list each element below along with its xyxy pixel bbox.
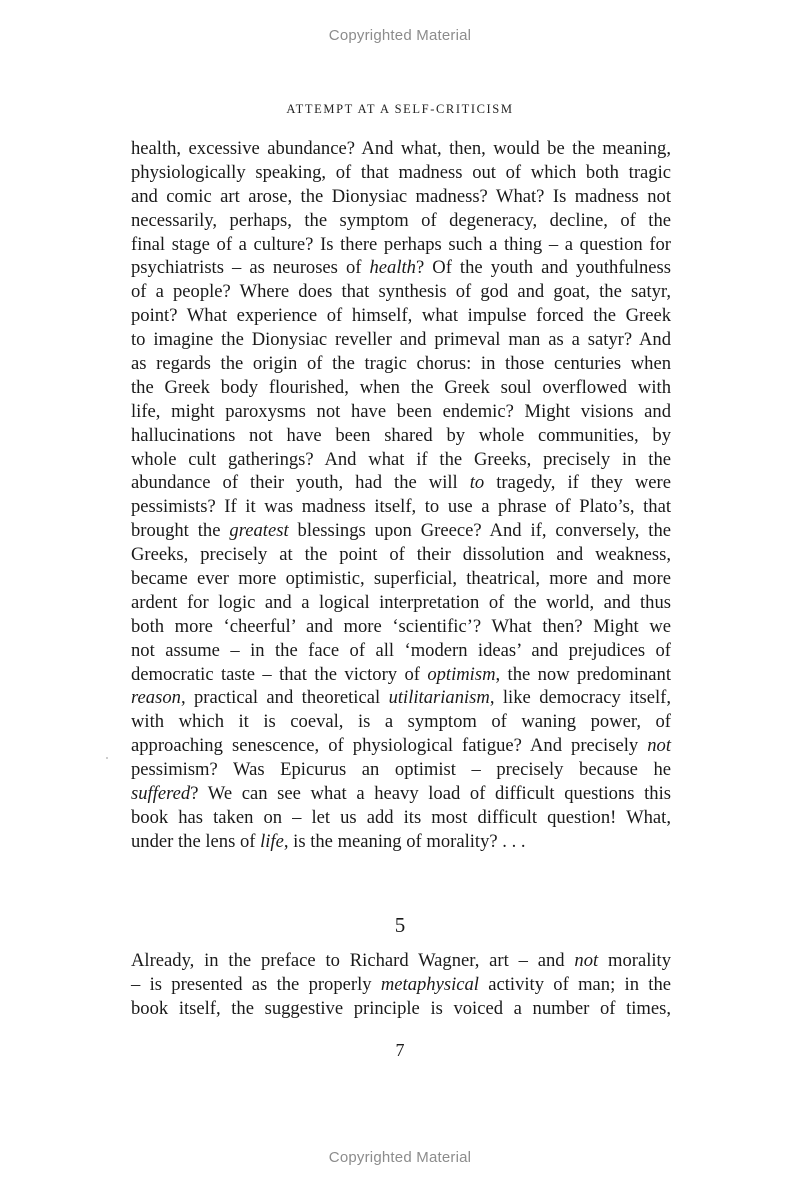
italic-run: suffered (131, 783, 191, 805)
text-line (131, 567, 671, 591)
text-run: , practical and theoretical (180, 687, 389, 709)
text-run: morality (598, 950, 671, 971)
text-run: necessarily, perhaps, the symptom of degeneracy, decline, of the (131, 209, 671, 231)
text-line (131, 949, 671, 973)
text-run: tragedy, if they were (484, 472, 671, 494)
text-line (131, 328, 671, 352)
text-run: of a people? Where does that synthesis of god and goat, the satyr, (131, 281, 671, 303)
text-line (131, 686, 671, 710)
text-line (131, 280, 671, 304)
text-run: final stage of a culture? Is there perhaps such a thing – a question for (131, 233, 671, 255)
text-line (131, 376, 671, 400)
text-line (131, 471, 671, 495)
italic-run: utilitarianism (388, 687, 490, 709)
text-line (131, 424, 671, 448)
text-run: activity of man; in the (478, 973, 672, 995)
text-run: abundance of their youth, had the will (131, 472, 470, 494)
text-run: democratic taste – that the victory of (131, 663, 428, 685)
italic-run: to (469, 472, 485, 494)
text-line (131, 543, 671, 567)
text-run: book itself, the suggestive principle is voiced a number of times, (131, 997, 671, 1019)
text-run: as regards the origin of the tragic chorus: in those centuries when (131, 353, 671, 375)
text-run: blessings upon Greece? And if, conversely, the (288, 520, 671, 542)
text-line (131, 806, 671, 830)
text-line (131, 997, 671, 1021)
text-run: , is the meaning of morality? . . . (283, 830, 526, 852)
text-run: Already, in the preface to Richard Wagner, art – and (131, 950, 575, 971)
body-paragraph-1 (131, 137, 671, 854)
text-run: Greeks, precisely at the point of their dissolution and weakness, (131, 544, 671, 566)
copyright-watermark-top: Copyrighted Material (328, 27, 472, 44)
text-line (131, 209, 671, 233)
text-line (131, 615, 671, 639)
text-line (131, 710, 671, 734)
italic-run: health (369, 257, 416, 279)
text-line (131, 161, 671, 185)
text-run: approaching senescence, of physiological fatigue? And precisely (131, 735, 648, 757)
italic-run: not (647, 735, 671, 757)
text-run: under the lens of (131, 830, 261, 852)
text-line (131, 352, 671, 376)
text-line (131, 830, 671, 854)
scan-speck (106, 757, 108, 759)
section-number: 5 (394, 913, 406, 937)
italic-run: greatest (229, 520, 289, 542)
text-run: , the now predominant (495, 663, 671, 685)
text-line (131, 639, 671, 663)
text-line (131, 782, 671, 806)
text-line (131, 448, 671, 472)
text-run: ? We can see what a heavy load of difficult questions this (190, 783, 671, 805)
text-line (131, 734, 671, 758)
text-line (131, 973, 671, 997)
text-run: book has taken on – let us add its most difficult question! What, (131, 806, 671, 828)
text-run: , like democracy itself, (489, 687, 671, 709)
italic-run: optimism (427, 663, 496, 685)
running-head: ATTEMPT AT A SELF-CRITICISM (286, 102, 514, 116)
text-run: ardent for logic and a logical interpretation of the world, and thus (131, 591, 671, 613)
text-line (131, 137, 671, 161)
text-line (131, 400, 671, 424)
text-run: not assume – in the face of all ‘modern ideas’ and prejudices of (131, 639, 671, 661)
text-line (131, 663, 671, 687)
text-run: became ever more optimistic, superficial, theatrical, more and more (131, 568, 671, 590)
page-number: 7 (395, 1040, 405, 1060)
text-run: and comic art arose, the Dionysiac madness? What? Is madness not (131, 185, 671, 207)
text-run: point? What experience of himself, what impulse forced the Greek (131, 305, 671, 327)
text-line (131, 591, 671, 615)
text-line (131, 185, 671, 209)
text-run: psychiatrists – as neuroses of (131, 257, 370, 279)
text-line (131, 495, 671, 519)
text-run: ? Of the youth and youthfulness (415, 257, 671, 279)
text-line (131, 256, 671, 280)
text-line (131, 519, 671, 543)
text-run: life, might paroxysms not have been endemic? Might visions and (131, 400, 671, 422)
text-run: the Greek body flourished, when the Greek soul overflowed with (131, 376, 671, 398)
text-run: physiologically speaking, of that madness out of which both tragic (131, 161, 671, 183)
text-run: brought the (131, 520, 230, 542)
text-run: pessimism? Was Epicurus an optimist – precisely because he (131, 759, 671, 781)
body-paragraph-2 (131, 949, 671, 1021)
text-line (131, 758, 671, 782)
text-line (131, 233, 671, 257)
italic-run: reason (131, 687, 181, 709)
text-run: health, excessive abundance? And what, then, would be the meaning, (131, 138, 671, 159)
text-run: both more ‘cheerful’ and more ‘scientific’? What then? Might we (131, 615, 671, 637)
copyright-watermark-bottom: Copyrighted Material (328, 1149, 472, 1166)
text-run: whole cult gatherings? And what if the Greeks, precisely in the (131, 448, 671, 470)
italic-run: not (574, 950, 599, 971)
italic-run: life (260, 830, 284, 852)
text-run: – is presented as the properly (131, 973, 381, 995)
text-run: to imagine the Dionysiac reveller and primeval man as a satyr? And (131, 329, 671, 351)
text-run: with which it is coeval, is a symptom of waning power, of (131, 711, 671, 733)
text-run: hallucinations not have been shared by whole communities, by (131, 424, 671, 446)
text-line (131, 304, 671, 328)
italic-run: metaphysical (380, 973, 479, 995)
text-run: pessimists? If it was madness itself, to use a phrase of Plato’s, that (131, 496, 671, 518)
